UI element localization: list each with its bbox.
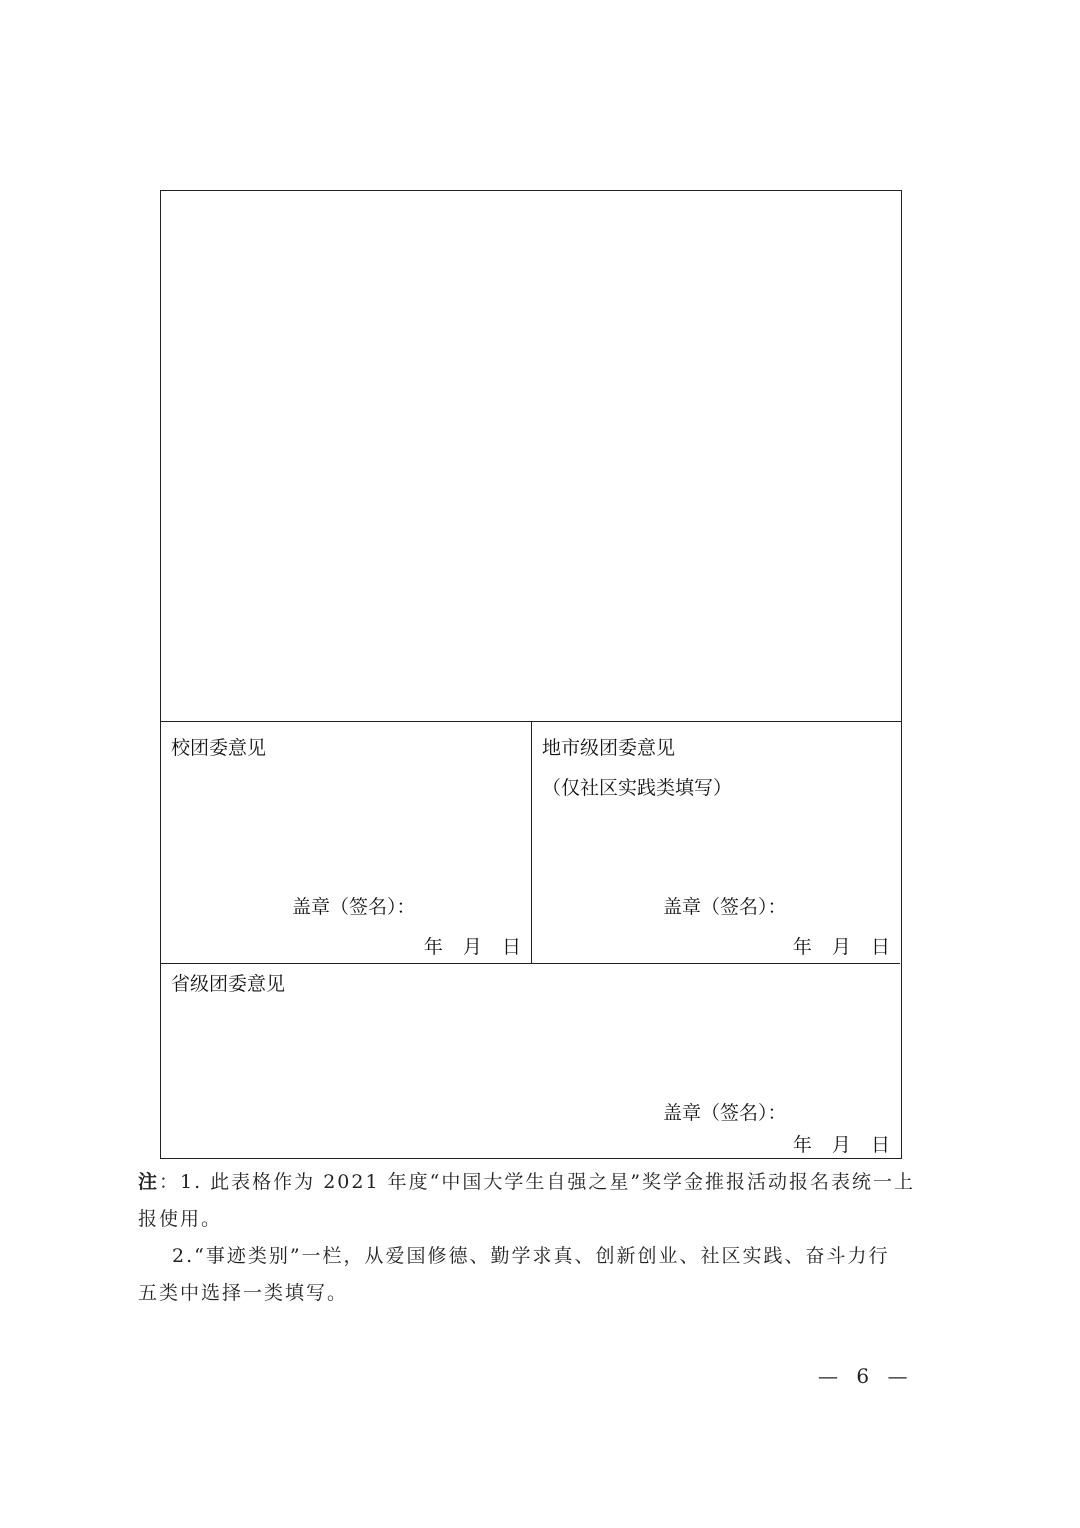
school-committee-opinion-cell[interactable] — [161, 722, 532, 964]
note-line-2: 报使用。 — [138, 1208, 223, 1230]
month-label: 月 — [831, 936, 851, 958]
note-text-1: ：1. 此表格作为 2021 年度“中国大学生自强之星”奖学金推报活动报名表统一上 — [159, 1171, 916, 1193]
day-label: 日 — [870, 936, 890, 958]
province-committee-opinion-cell[interactable] — [161, 964, 900, 1157]
school-seal-signature-label: 盖章（签名）： — [292, 896, 416, 918]
city-date-line — [793, 933, 890, 961]
note-line-1 — [138, 1164, 918, 1200]
school-date-line — [424, 933, 521, 961]
year-label: 年 — [423, 936, 443, 958]
note-line-4: 五类中选择一类填写。 — [138, 1282, 349, 1304]
day-label: 日 — [501, 936, 521, 958]
province-date-line — [793, 1131, 890, 1159]
page-number: — 6 — — [818, 1364, 914, 1388]
year-label: 年 — [792, 936, 812, 958]
city-committee-opinion-note: （仅社区实践类填写） — [542, 777, 733, 799]
school-committee-opinion-label: 校团委意见 — [171, 737, 267, 759]
year-label: 年 — [792, 1134, 812, 1156]
city-seal-signature-label: 盖章（签名）： — [663, 896, 787, 918]
day-label: 日 — [870, 1134, 890, 1156]
month-label: 月 — [831, 1134, 851, 1156]
month-label: 月 — [462, 936, 482, 958]
note-label: 注 — [138, 1171, 160, 1193]
content-blank-area[interactable] — [161, 191, 901, 722]
city-committee-opinion-label: 地市级团委意见 — [542, 737, 676, 759]
province-committee-opinion-label: 省级团委意见 — [171, 973, 286, 995]
note-line-3: 2.“事迹类别”一栏，从爱国修德、勤学求真、创新创业、社区实践、奋斗力行 — [172, 1245, 890, 1267]
application-form-table — [160, 190, 902, 1159]
city-committee-opinion-cell[interactable] — [532, 722, 900, 964]
province-seal-signature-label: 盖章（签名）： — [663, 1102, 787, 1124]
